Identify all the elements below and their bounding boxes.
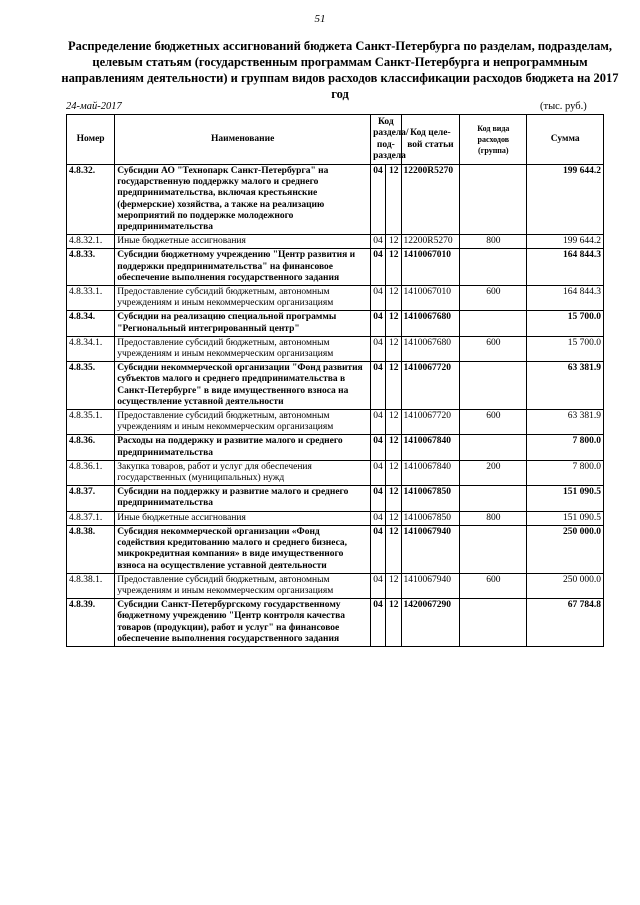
row-expense-type: 600 bbox=[460, 573, 527, 598]
row-expense-type: 600 bbox=[460, 336, 527, 361]
table-row bbox=[67, 362, 604, 410]
row-sum: 15 700.0 bbox=[527, 336, 604, 361]
row-number: 4.8.34.1. bbox=[67, 336, 115, 361]
row-name: Предоставление субсидий бюджетным, автономным учреждениям и иным некоммерческим организациям bbox=[115, 410, 371, 435]
row-name: Иные бюджетные ассигнования bbox=[115, 235, 371, 249]
row-subsection: 12 bbox=[385, 336, 401, 361]
row-sum: 164 844.3 bbox=[527, 249, 604, 286]
row-section: 04 bbox=[371, 235, 386, 249]
row-subsection: 12 bbox=[385, 286, 401, 311]
table-row bbox=[67, 525, 604, 573]
row-subsection: 12 bbox=[385, 249, 401, 286]
row-subsection: 12 bbox=[385, 573, 401, 598]
budget-table bbox=[66, 114, 604, 647]
row-sum: 164 844.3 bbox=[527, 286, 604, 311]
row-target-code: 1410067680 bbox=[401, 311, 460, 336]
row-number: 4.8.32. bbox=[67, 165, 115, 235]
row-section: 04 bbox=[371, 165, 386, 235]
row-section: 04 bbox=[371, 311, 386, 336]
row-expense-type bbox=[460, 165, 527, 235]
row-number: 4.8.38. bbox=[67, 525, 115, 573]
table-body bbox=[67, 165, 604, 647]
table-row bbox=[67, 249, 604, 286]
row-target-code: 1410067940 bbox=[401, 573, 460, 598]
row-expense-type bbox=[460, 486, 527, 511]
row-expense-type bbox=[460, 435, 527, 460]
row-target-code: 1410067940 bbox=[401, 525, 460, 573]
table-row bbox=[67, 336, 604, 361]
row-name: Субсидии некоммерческой организации "Фонд развития субъектов малого и среднего предпринимательства в Санкт-Петербурге" в виде имущественного взноса на осуществление уставной деятельности bbox=[115, 362, 371, 410]
row-name: Субсидии АО "Технопарк Санкт-Петербурга" на государственную поддержку малого и среднего предпринимательства, включая крестьянские (фермерские) хозяйства, а также на реализацию мероприятий по поддержке молодежного предпринимательства bbox=[115, 165, 371, 235]
row-number: 4.8.37. bbox=[67, 486, 115, 511]
row-expense-type bbox=[460, 599, 527, 647]
row-number: 4.8.38.1. bbox=[67, 573, 115, 598]
document-title: Распределение бюджетных ассигнований бюджета Санкт-Петербурга по разделам, подразделам, целевым статьям (государственным программам Санкт-Петербурга и непрограммным направлениям деятельности) и группам видов расходов классификации расходов бюджета на 2017 год bbox=[61, 39, 619, 101]
units-label: (тыс. руб.) bbox=[540, 101, 587, 112]
row-sum: 250 000.0 bbox=[527, 573, 604, 598]
row-name: Иные бюджетные ассигнования bbox=[115, 511, 371, 525]
row-section: 04 bbox=[371, 249, 386, 286]
row-target-code: 1410067720 bbox=[401, 362, 460, 410]
row-section: 04 bbox=[371, 336, 386, 361]
row-expense-type: 800 bbox=[460, 511, 527, 525]
header-section: Код раздела/ под-раздела bbox=[371, 115, 401, 165]
row-expense-type: 200 bbox=[460, 460, 527, 485]
table-row bbox=[67, 435, 604, 460]
row-number: 4.8.36. bbox=[67, 435, 115, 460]
row-target-code: 1410067840 bbox=[401, 460, 460, 485]
row-sum: 63 381.9 bbox=[527, 362, 604, 410]
row-number: 4.8.34. bbox=[67, 311, 115, 336]
row-section: 04 bbox=[371, 435, 386, 460]
row-subsection: 12 bbox=[385, 435, 401, 460]
page-number: 51 bbox=[314, 13, 326, 25]
row-section: 04 bbox=[371, 511, 386, 525]
row-subsection: 12 bbox=[385, 311, 401, 336]
row-target-code: 1410067850 bbox=[401, 486, 460, 511]
table-row bbox=[67, 511, 604, 525]
table-row bbox=[67, 486, 604, 511]
row-expense-type bbox=[460, 311, 527, 336]
table-row bbox=[67, 460, 604, 485]
row-name: Предоставление субсидий бюджетным, автономным учреждениям и иным некоммерческим организациям bbox=[115, 573, 371, 598]
row-subsection: 12 bbox=[385, 460, 401, 485]
row-subsection: 12 bbox=[385, 599, 401, 647]
row-section: 04 bbox=[371, 460, 386, 485]
table-row bbox=[67, 311, 604, 336]
row-sum: 7 800.0 bbox=[527, 460, 604, 485]
row-sum: 15 700.0 bbox=[527, 311, 604, 336]
table-row bbox=[67, 599, 604, 647]
document-date: 24-май-2017 bbox=[66, 101, 122, 112]
row-subsection: 12 bbox=[385, 362, 401, 410]
row-section: 04 bbox=[371, 486, 386, 511]
row-sum: 151 090.5 bbox=[527, 486, 604, 511]
row-number: 4.8.35. bbox=[67, 362, 115, 410]
row-expense-type: 600 bbox=[460, 286, 527, 311]
row-name: Субсидии бюджетному учреждению "Центр развития и поддержки предпринимательства" на финансовое обеспечение выполнения государственного задания bbox=[115, 249, 371, 286]
row-sum: 151 090.5 bbox=[527, 511, 604, 525]
row-target-code: 12200R5270 bbox=[401, 165, 460, 235]
row-number: 4.8.32.1. bbox=[67, 235, 115, 249]
row-number: 4.8.35.1. bbox=[67, 410, 115, 435]
table-row bbox=[67, 235, 604, 249]
row-subsection: 12 bbox=[385, 486, 401, 511]
row-target-code: 1420067290 bbox=[401, 599, 460, 647]
row-section: 04 bbox=[371, 362, 386, 410]
row-expense-type bbox=[460, 525, 527, 573]
row-section: 04 bbox=[371, 525, 386, 573]
row-name: Субсидии на поддержку и развитие малого и среднего предпринимательства bbox=[115, 486, 371, 511]
row-expense-type bbox=[460, 249, 527, 286]
row-name: Предоставление субсидий бюджетным, автономным учреждениям и иным некоммерческим организациям bbox=[115, 286, 371, 311]
header-expense-type: Код вида расходов (группа) bbox=[460, 115, 527, 165]
row-target-code: 1410067850 bbox=[401, 511, 460, 525]
row-section: 04 bbox=[371, 410, 386, 435]
header-number: Номер bbox=[67, 115, 115, 165]
table-row bbox=[67, 573, 604, 598]
row-target-code: 1410067720 bbox=[401, 410, 460, 435]
row-sum: 63 381.9 bbox=[527, 410, 604, 435]
row-subsection: 12 bbox=[385, 525, 401, 573]
row-target-code: 12200R5270 bbox=[401, 235, 460, 249]
table-row bbox=[67, 165, 604, 235]
row-subsection: 12 bbox=[385, 410, 401, 435]
row-target-code: 1410067840 bbox=[401, 435, 460, 460]
row-sum: 199 644.2 bbox=[527, 235, 604, 249]
row-sum: 67 784.8 bbox=[527, 599, 604, 647]
row-name: Расходы на поддержку и развитие малого и среднего предпринимательства bbox=[115, 435, 371, 460]
row-name: Предоставление субсидий бюджетным, автономным учреждениям и иным некоммерческим организациям bbox=[115, 336, 371, 361]
row-subsection: 12 bbox=[385, 511, 401, 525]
row-section: 04 bbox=[371, 286, 386, 311]
row-sum: 250 000.0 bbox=[527, 525, 604, 573]
row-target-code: 1410067010 bbox=[401, 249, 460, 286]
header-sum: Сумма bbox=[527, 115, 604, 165]
row-section: 04 bbox=[371, 573, 386, 598]
row-number: 4.8.36.1. bbox=[67, 460, 115, 485]
row-number: 4.8.37.1. bbox=[67, 511, 115, 525]
row-target-code: 1410067680 bbox=[401, 336, 460, 361]
row-name: Субсидия некоммерческой организации «Фонд содействия кредитованию малого и среднего бизнеса, микрокредитная компания» в виде имущественного взноса на осуществление уставной деятельности bbox=[115, 525, 371, 573]
row-subsection: 12 bbox=[385, 165, 401, 235]
row-section: 04 bbox=[371, 599, 386, 647]
row-sum: 199 644.2 bbox=[527, 165, 604, 235]
header-name: Наименование bbox=[115, 115, 371, 165]
row-expense-type: 600 bbox=[460, 410, 527, 435]
row-number: 4.8.33. bbox=[67, 249, 115, 286]
row-name: Субсидии Санкт-Петербургскому государственному бюджетному учреждению "Центр контроля качества товаров (продукции), работ и услуг" на финансовое обеспечение выполнения государственного задания bbox=[115, 599, 371, 647]
row-target-code: 1410067010 bbox=[401, 286, 460, 311]
header-target: Код целе-вой статьи bbox=[401, 115, 460, 165]
table-row bbox=[67, 410, 604, 435]
row-number: 4.8.39. bbox=[67, 599, 115, 647]
table-row bbox=[67, 286, 604, 311]
row-subsection: 12 bbox=[385, 235, 401, 249]
row-sum: 7 800.0 bbox=[527, 435, 604, 460]
row-expense-type: 800 bbox=[460, 235, 527, 249]
row-number: 4.8.33.1. bbox=[67, 286, 115, 311]
row-name: Субсидии на реализацию специальной программы "Региональный интегрированный центр" bbox=[115, 311, 371, 336]
row-expense-type bbox=[460, 362, 527, 410]
row-name: Закупка товаров, работ и услуг для обеспечения государственных (муниципальных) нужд bbox=[115, 460, 371, 485]
